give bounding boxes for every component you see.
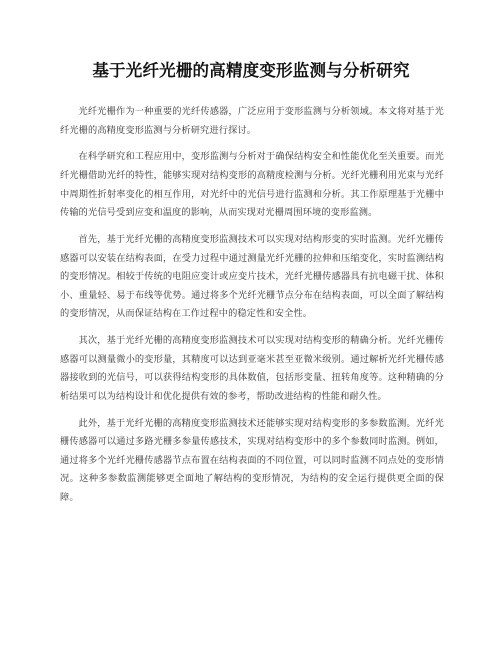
paragraph-3: 首先，基于光纤光栅的高精度变形监测技术可以实现对结构形变的实时监测。光纤光栅传感器可以安装在结构表面，在受力过程中通过测量光纤光栅的拉伸和压缩变化，实时监测结构的变形情况。相较于传统的电阻应变计或应变片技术，光纤光栅传感器具有抗电磁干扰、体积小、重量轻、易于布线等优势。通过将多个光纤光栅节点分布在结构表面，可以全面了解结构的变形情况，从而保证结构在工作过程中的稳定性和安全性。 [60, 233, 444, 320]
paragraph-2: 在科学研究和工程应用中，变形监测与分析对于确保结构安全和性能优化至关重要。而光纤光栅借助光纤的特性，能够实现对结构变形的高精度检测与分析。光纤光栅利用光束与光纤中周期性折射率变化的相互作用，对光纤中的光信号进行监测和分析。其工作原理基于光栅中传输的光信号受到应变和温度的影响，从而实现对光栅周围环境的变形监测。 [60, 151, 444, 219]
document-title: 基于光纤光栅的高精度变形监测与分析研究 [92, 61, 410, 80]
paragraph-5: 此外，基于光纤光栅的高精度变形监测技术还能够实现对结构变形的多参数监测。光纤光栅传感器可以通过多路光栅多参量传感技术，实现对结构变形中的多个参数同时监测。例如，通过将多个光纤光栅传感器节点布置在结构表面的不同位置，可以同时监测不同点处的变形情况。这种多参数监测能够更全面地了解结构的变形情况，为结构的安全运行提供更全面的保障。 [60, 417, 444, 504]
paragraph-4: 其次，基于光纤光栅的高精度变形监测技术可以实现对结构变形的精确分析。光纤光栅传感器可以测量微小的变形量，其精度可以达到亚毫米甚至亚微米级别。通过解析光纤光栅传感器接收到的光信号，可以获得结构变形的具体数值，包括形变量、扭转角度等。这种精确的分析结果可以为结构设计和优化提供有效的参考，帮助改进结构的性能和耐久性。 [60, 335, 444, 402]
paragraph-1: 光纤光栅作为一种重要的光纤传感器，广泛应用于变形监测与分析领域。本文将对基于光纤光栅的高精度变形监测与分析研究进行探讨。 [60, 106, 444, 136]
document-body [60, 103, 444, 516]
